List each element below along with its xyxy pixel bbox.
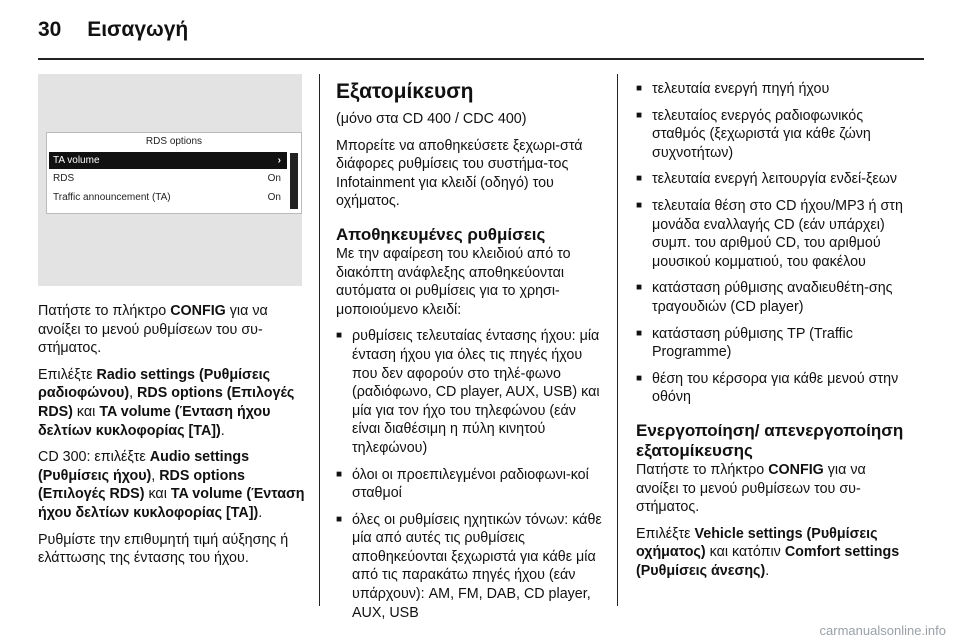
menu-row-rds [49,170,287,187]
scrollbar [290,153,298,209]
menu-row-label: Traffic announcement (TA) [53,192,171,203]
watermark: carmanualsonline.info [819,623,946,638]
text: και [144,486,171,503]
paragraph [38,448,306,522]
list-item: ■ θέση του κέρσορα για κάθε μενού στην οθόνη [636,370,908,407]
text: CD 300: επιλέξτε [38,449,150,466]
text: και κατόπιν [705,544,785,561]
menu-path: Audio settings (Ρυθμίσεις ήχου) [38,449,250,484]
list-item: ■ τελευταία ενεργή λειτουργία ενδεί-ξεων [636,170,908,189]
availability-note: (μόνο στα CD 400 / CDC 400) [336,111,527,127]
text: Επιλέξτε [38,366,97,383]
list-item: ■ όλοι οι προεπιλεγμένοι ραδιοφωνι-κοί σταθμοί [336,466,604,503]
menu-row-value: On [267,173,281,184]
menu-path: RDS options (Επιλογές RDS) [38,467,246,503]
button-name: CONFIG [170,303,226,319]
list-item: ■ όλες οι ρυθμίσεις ηχητικών τόνων: κάθε μία από αυτές τις ρυθμίσεις αποθηκεύονται ξεχωριστά για κάθε μία από τις παρακάτω πηγές ήχου (εάν υπάρχουν): AM, FM, DAB, CD player, AUX, USB [336,511,604,623]
paragraph [636,461,908,517]
saved-settings-list-continued [636,80,908,407]
header-rule [38,58,924,60]
paragraph [636,525,908,581]
page-number: 30 [38,18,62,41]
text: Πατήστε το πλήκτρο [636,461,769,478]
column-3 [636,80,908,588]
column-2 [336,80,604,630]
list-item: ■ τελευταίος ενεργός ραδιοφωνικός σταθμός (ξεχωριστά για κάθε ζώνη συχνοτήτων) [636,107,908,163]
text: για να ανοίξει το μενού ρυθμίσεων του συ-στήματος. [38,303,268,357]
menu-path: Radio settings (Ρυθμίσεις ραδιοφώνου) [38,366,271,402]
text: και [72,403,100,420]
menu-row-traffic-announcement [49,189,287,206]
page-title: Εισαγωγή [87,18,189,41]
column-divider-1 [319,74,320,606]
menu-row-ta-volume [49,152,287,169]
text: . [220,422,225,439]
intro-paragraph: Μπορείτε να αποθηκεύσετε ξεχωρι-στά διάφορες ρυθμίσεις του συστήμα-τος Infotainment για κλειδί (οδηγό) του οχήματος. [336,137,583,210]
paragraph: Ρυθμίστε την επιθυμητή τιμή αύξησης ή ελάττωσης της έντασης του ήχου. [38,531,289,567]
section-heading: Εξατομίκευση [336,80,474,103]
menu-path: Comfort settings (Ρυθμίσεις άνεσης) [636,544,900,579]
text: για να ανοίξει το μενού ρυθμίσεων του συ-στήματος. [636,461,866,516]
menu-row-label: TA volume [53,155,100,166]
page-header [38,18,188,42]
text: , [151,467,160,484]
list-item: ■ τελευταία ενεργή πηγή ήχου [636,80,908,99]
menu-row-label: RDS [53,173,75,184]
subsection-heading: Αποθηκευμένες ρυθμίσεις [336,224,546,244]
list-item: ■ ρυθμίσεις τελευταίας έντασης ήχου: μία ένταση ήχου για όλες τις πηγές ήχου που δεν αφορούν στο τηλέ-φωνο (ραδιόφωνο, CD player, AUX, USB) και μία για τον ήχο του τηλεφώνου (εάν είναι διαθέσιμη η πύλη κινητού τηλεφώνου) [336,327,604,457]
menu-path: TA volume (Ένταση ήχου δελτίων κυκλοφορίας [TA]) [38,486,305,521]
paragraph [38,366,306,440]
menu-row-value: On [267,192,281,203]
button-name: CONFIG [768,461,824,478]
menu-path: RDS options (Επιλογές RDS) [38,385,295,420]
text: Πατήστε το πλήκτρο [38,303,171,319]
list-item: ■ τελευταία θέση στο CD ήχου/MP3 ή στη μονάδα εναλλαγής CD (εάν υπάρχει) συμπ. του αριθμού CD, του αριθμού μουσικού κομματιού, του φακέλου [636,197,908,271]
text: , [129,385,138,402]
list-item: ■ κατάσταση ρύθμισης αναδιευθέτη-σης τραγουδιών (CD player) [636,279,908,316]
subsection-heading: Ενεργοποίηση/ απενεργοποίηση εξατομίκευσης [636,420,904,460]
text: . [258,504,263,521]
rds-options-screen [46,132,302,214]
list-item: ■ κατάσταση ρύθμισης TP (Traffic Programme) [636,325,908,362]
saved-settings-list [336,327,604,622]
column-divider-2 [617,74,618,606]
paragraph [38,302,306,358]
menu-path: Vehicle settings (Ρυθμίσεις οχήματος) [636,525,878,561]
subsection-text: Με την αφαίρεση του κλειδιού από το διακόπτη ανάφλεξης αποθηκεύονται αυτόματα οι ρυθμίσεις για το χρησι-μοποιούμενο κλειδί: [336,245,571,318]
column-1 [38,302,306,576]
chevron-right-icon: › [277,155,281,166]
screen-title: RDS options [145,136,203,147]
text: . [765,562,770,579]
text: Επιλέξτε [636,525,695,542]
menu-path: TA volume (Ένταση ήχου δελτίων κυκλοφορίας [TA]) [38,403,271,439]
